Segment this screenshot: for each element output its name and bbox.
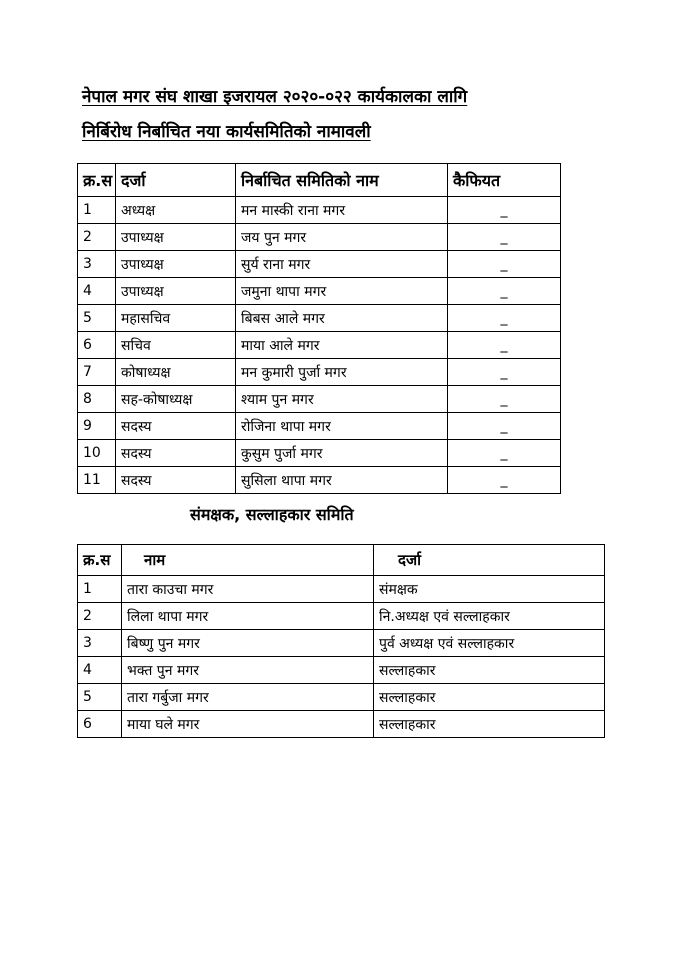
serial-number-cell: 10 bbox=[78, 440, 116, 467]
post-cell: कोषाध्यक्ष bbox=[116, 359, 236, 386]
column-header-post: दर्जा bbox=[374, 545, 605, 576]
table-row bbox=[78, 576, 605, 603]
table-row bbox=[78, 251, 561, 278]
serial-number-cell: 11 bbox=[78, 467, 116, 494]
table-row bbox=[78, 305, 561, 332]
committee-table-header-row bbox=[78, 164, 561, 197]
serial-number-cell: 5 bbox=[78, 684, 122, 711]
member-name-cell: बिष्णु पुन मगर bbox=[122, 630, 374, 657]
post-cell: उपाध्यक्ष bbox=[116, 224, 236, 251]
column-header-elected-name: निर्बाचित समितिको नाम bbox=[236, 164, 448, 197]
table-row bbox=[78, 197, 561, 224]
post-cell: उपाध्यक्ष bbox=[116, 251, 236, 278]
column-header-post: दर्जा bbox=[116, 164, 236, 197]
advisory-committee-title: संमक्षक, सल्लाहकार समिति bbox=[190, 505, 354, 524]
member-name-cell: लिला थापा मगर bbox=[122, 603, 374, 630]
post-cell: सदस्य bbox=[116, 440, 236, 467]
post-cell: सह-कोषाध्यक्ष bbox=[116, 386, 236, 413]
advisory-committee-table bbox=[77, 544, 605, 738]
serial-number-cell: 7 bbox=[78, 359, 116, 386]
member-name-cell: श्याम पुन मगर bbox=[236, 386, 448, 413]
post-cell: अध्यक्ष bbox=[116, 197, 236, 224]
member-name-cell: माया घले मगर bbox=[122, 711, 374, 738]
member-name-cell: बिबस आले मगर bbox=[236, 305, 448, 332]
table-row bbox=[78, 657, 605, 684]
table-row bbox=[78, 278, 561, 305]
column-header-serial: क्र.स bbox=[78, 164, 116, 197]
serial-number-cell: 5 bbox=[78, 305, 116, 332]
member-name-cell: जय पुन मगर bbox=[236, 224, 448, 251]
member-name-cell: जमुना थापा मगर bbox=[236, 278, 448, 305]
column-header-remark: कैफियत bbox=[448, 164, 561, 197]
table-row bbox=[78, 603, 605, 630]
remark-cell: _ bbox=[448, 251, 561, 278]
table-row bbox=[78, 224, 561, 251]
serial-number-cell: 9 bbox=[78, 413, 116, 440]
table-row bbox=[78, 413, 561, 440]
post-cell: नि.अध्यक्ष एवं सल्लाहकार bbox=[374, 603, 605, 630]
serial-number-cell: 1 bbox=[78, 576, 122, 603]
advisory-table-header-row bbox=[78, 545, 605, 576]
post-cell: महासचिव bbox=[116, 305, 236, 332]
remark-cell: _ bbox=[448, 278, 561, 305]
post-cell: संमक्षक bbox=[374, 576, 605, 603]
remark-cell: _ bbox=[448, 332, 561, 359]
serial-number-cell: 3 bbox=[78, 251, 116, 278]
serial-number-cell: 4 bbox=[78, 278, 116, 305]
serial-number-cell: 6 bbox=[78, 711, 122, 738]
post-cell: पुर्व अध्यक्ष एवं सल्लाहकार bbox=[374, 630, 605, 657]
member-name-cell: सुसिला थापा मगर bbox=[236, 467, 448, 494]
member-name-cell: भक्त पुन मगर bbox=[122, 657, 374, 684]
serial-number-cell: 8 bbox=[78, 386, 116, 413]
committee-table bbox=[77, 163, 561, 494]
serial-number-cell: 3 bbox=[78, 630, 122, 657]
column-header-serial: क्र.स bbox=[78, 545, 122, 576]
table-row bbox=[78, 332, 561, 359]
post-cell: सदस्य bbox=[116, 413, 236, 440]
table-row bbox=[78, 684, 605, 711]
column-header-name: नाम bbox=[122, 545, 374, 576]
table-row bbox=[78, 386, 561, 413]
remark-cell: _ bbox=[448, 197, 561, 224]
remark-cell: _ bbox=[448, 467, 561, 494]
member-name-cell: माया आले मगर bbox=[236, 332, 448, 359]
table-row bbox=[78, 359, 561, 386]
remark-cell: _ bbox=[448, 413, 561, 440]
table-row bbox=[78, 711, 605, 738]
remark-cell: _ bbox=[448, 386, 561, 413]
serial-number-cell: 2 bbox=[78, 603, 122, 630]
serial-number-cell: 2 bbox=[78, 224, 116, 251]
post-cell: सदस्य bbox=[116, 467, 236, 494]
table-row bbox=[78, 440, 561, 467]
remark-cell: _ bbox=[448, 224, 561, 251]
table-row bbox=[78, 630, 605, 657]
remark-cell: _ bbox=[448, 359, 561, 386]
member-name-cell: तारा गर्बुजा मगर bbox=[122, 684, 374, 711]
post-cell: उपाध्यक्ष bbox=[116, 278, 236, 305]
remark-cell: _ bbox=[448, 440, 561, 467]
post-cell: सचिव bbox=[116, 332, 236, 359]
member-name-cell: कुसुम पुर्जा मगर bbox=[236, 440, 448, 467]
document-heading-line-2: निर्बिरोध निर्बाचित नया कार्यसमितिको नामावली bbox=[82, 122, 371, 142]
member-name-cell: तारा काउचा मगर bbox=[122, 576, 374, 603]
remark-cell: _ bbox=[448, 305, 561, 332]
member-name-cell: मन कुमारी पुर्जा मगर bbox=[236, 359, 448, 386]
member-name-cell: रोजिना थापा मगर bbox=[236, 413, 448, 440]
serial-number-cell: 6 bbox=[78, 332, 116, 359]
serial-number-cell: 1 bbox=[78, 197, 116, 224]
post-cell: सल्लाहकार bbox=[374, 657, 605, 684]
member-name-cell: सुर्य राना मगर bbox=[236, 251, 448, 278]
table-row bbox=[78, 467, 561, 494]
post-cell: सल्लाहकार bbox=[374, 711, 605, 738]
serial-number-cell: 4 bbox=[78, 657, 122, 684]
member-name-cell: मन मास्की राना मगर bbox=[236, 197, 448, 224]
post-cell: सल्लाहकार bbox=[374, 684, 605, 711]
document-heading-line-1: नेपाल मगर संघ शाखा इजरायल २०२०-०२२ कार्यकालका लागि bbox=[82, 87, 468, 107]
